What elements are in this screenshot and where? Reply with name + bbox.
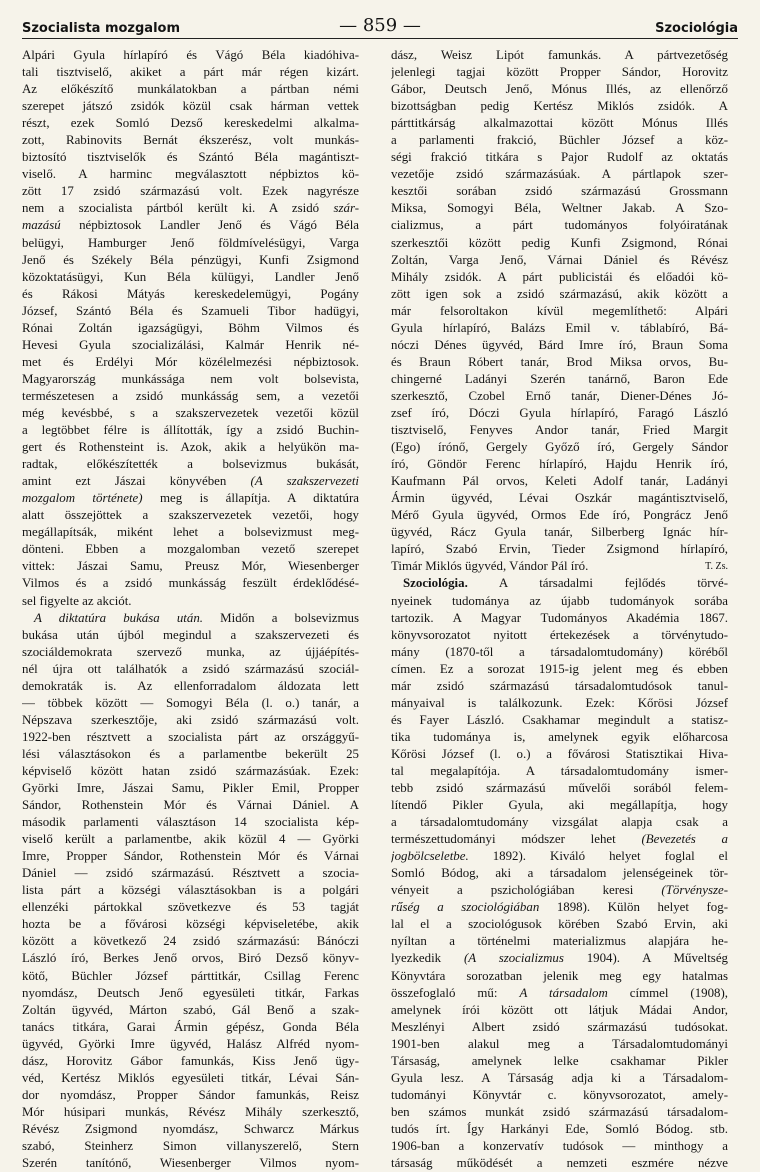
text-line bbox=[22, 303, 359, 320]
text-line bbox=[22, 405, 359, 422]
text-line bbox=[22, 1070, 359, 1087]
text-line bbox=[391, 286, 728, 303]
text-line bbox=[22, 746, 359, 763]
text-segment: képviselő között hatan zsidó származásúak. Ezek: bbox=[22, 763, 359, 778]
text-line bbox=[22, 149, 359, 166]
text-segment: Mihály zsidók. A párt publicistái és előadói kö- bbox=[391, 269, 728, 284]
text-line bbox=[22, 763, 359, 780]
text-line bbox=[391, 985, 728, 1002]
text-segment: még kevésbbé, s a szakszervezetek vezetői közül bbox=[22, 405, 359, 420]
text-line bbox=[391, 524, 728, 541]
section-title-left: Szocialista mozgalom bbox=[22, 21, 181, 36]
text-segment: lapíró, Szabó Ervin, Tieder Zsigmond hírlapíró, bbox=[391, 542, 728, 557]
text-segment: sel figyelte az akciót. bbox=[22, 593, 132, 608]
text-segment: Alpári Gyula hírlapíró és Vágó Béla kiadóhiva- bbox=[22, 48, 359, 62]
text-segment: címmel (1908), bbox=[607, 985, 728, 1000]
text-line bbox=[391, 1070, 728, 1087]
text-line bbox=[22, 269, 359, 286]
text-segment: viselő. A harminc megválasztott népbiztos kö- bbox=[22, 167, 359, 182]
text-line bbox=[391, 490, 728, 507]
text-line bbox=[22, 950, 359, 967]
text-line bbox=[391, 98, 728, 115]
text-line bbox=[391, 899, 728, 916]
text-line bbox=[22, 64, 359, 81]
text-line bbox=[22, 610, 359, 627]
text-line bbox=[22, 729, 359, 746]
text-segment: tudományi Könyvtár c. könyvsorozatot, amely- bbox=[391, 1087, 728, 1102]
text-line bbox=[22, 235, 359, 252]
text-segment: László író, Berkes Jenő orvos, Biró Dezső könyv- bbox=[22, 951, 359, 966]
text-segment: címen. Ez a sorozat 1915-ig jelent meg és ebben bbox=[391, 661, 728, 676]
text-segment: ügyvéd, Györki Imre ügyvéd, Halász Alfréd nyom- bbox=[22, 1036, 359, 1051]
text-segment: — többek között — Somogyi Béla (l. o.) tanár, a bbox=[22, 695, 359, 710]
text-line bbox=[22, 1104, 359, 1121]
text-segment: dász, Horovitz Gábor famunkás, Kiss Jenő ügy- bbox=[22, 1053, 359, 1068]
text-line bbox=[22, 644, 359, 661]
text-segment: Timár Miklós ügyvéd, Vándor Pál író. bbox=[391, 559, 589, 574]
text-line bbox=[22, 115, 359, 132]
text-segment: szerkesztő, Czobel Ernő tanár, Diener-Dénes Jó- bbox=[391, 388, 728, 403]
text-segment: Hevesi Gyula szocializálási, Kalmár Henrik né- bbox=[22, 337, 359, 352]
text-line bbox=[22, 1036, 359, 1053]
text-segment: véd, Kertész Miklós egyesületi titkár, Lévai Sán- bbox=[22, 1070, 359, 1085]
text-segment: Az előkészítő munkálatokban a pártban némi bbox=[22, 82, 359, 97]
text-line bbox=[391, 64, 728, 81]
text-line bbox=[391, 695, 728, 712]
text-line bbox=[391, 439, 728, 456]
italic-segment: (A szocializmus bbox=[463, 951, 564, 966]
text-line bbox=[391, 354, 728, 371]
text-line bbox=[391, 610, 728, 627]
text-segment: zsef író, Dóczi Gyula hírlapíró, Faragó László bbox=[391, 405, 728, 420]
text-line bbox=[391, 132, 728, 149]
text-segment: Könyvtára sorozatban jelenik meg egy hatalmas bbox=[391, 968, 728, 983]
text-segment: vezetője zsidó származásúak. A pártlapok szer- bbox=[391, 167, 728, 182]
text-segment: Gyula hírlapíró, Balázs Emil v. táblabíró, Bá- bbox=[391, 320, 728, 335]
text-segment: tartozik. A Magyar Tudományos Akadémia 1867. bbox=[391, 610, 728, 625]
text-line bbox=[22, 1121, 359, 1138]
text-segment: A társadalmi fejlődés törvé- bbox=[467, 576, 728, 591]
text-segment: hozta be a fővárosi községi képviseletébe, akik bbox=[22, 917, 359, 932]
text-segment: tal megalapítója. A társadalomtudomány ismer- bbox=[391, 763, 728, 778]
text-segment: tali tisztviselő, akiket a párt már régen kizárt. bbox=[22, 65, 359, 80]
text-line bbox=[22, 865, 359, 882]
text-line bbox=[391, 183, 728, 200]
text-segment: radtak, előkészítették a bolsevizmus bukását, bbox=[22, 457, 359, 472]
text-segment: Vilmos és a zsidó munkásság feszült érdeklődésé- bbox=[22, 576, 359, 591]
text-line bbox=[22, 933, 359, 950]
text-segment: Imre, Propper Sándor, Rothenstein Mór és Várnai bbox=[22, 849, 359, 864]
text-segment: 1901-ben alakul meg a Társadalomtudományi bbox=[391, 1036, 728, 1051]
text-segment: 1904). A Műveltség bbox=[563, 951, 728, 966]
text-segment: alatt összejöttek a szakszervezetek vezetői, hogy bbox=[22, 508, 359, 523]
running-header bbox=[22, 14, 738, 39]
text-segment: 1906-ban a konzervatív tudósok — minthogy a bbox=[391, 1139, 728, 1153]
italic-segment: jogbölcseletbe. bbox=[391, 849, 469, 864]
text-segment: népbiztosok Landler Jenő és Vágó Béla bbox=[60, 218, 359, 233]
text-line bbox=[22, 968, 359, 985]
text-segment: lítendő Pikler Gyula, aki megállapítja, hogy bbox=[391, 798, 728, 813]
text-line bbox=[391, 950, 728, 967]
text-line bbox=[22, 1087, 359, 1104]
text-line bbox=[391, 797, 728, 814]
text-line bbox=[391, 1053, 728, 1070]
text-segment: amelynek írói között ott látjuk Mádai Andor, bbox=[391, 1002, 728, 1017]
text-line bbox=[391, 780, 728, 797]
text-line bbox=[391, 1121, 728, 1138]
italic-segment: A diktatúra bukása után. bbox=[34, 610, 204, 625]
text-line bbox=[391, 661, 728, 678]
text-line bbox=[22, 371, 359, 388]
text-line bbox=[22, 627, 359, 644]
text-line bbox=[22, 712, 359, 729]
text-segment: Zoltán, Varga Jenő, Várnai Dániel és Révész bbox=[391, 252, 728, 267]
text-line bbox=[391, 252, 728, 269]
italic-segment: (Törvénysze- bbox=[661, 883, 728, 898]
text-line bbox=[391, 575, 728, 592]
text-segment: Kőrösi József (l. o.) a fővárosi Statisztikai Hiva- bbox=[391, 746, 728, 761]
text-segment: társaság működését a nemzeti eszmére nézve bbox=[391, 1156, 728, 1171]
text-line bbox=[22, 1002, 359, 1019]
text-segment: meg is állapítja. A diktatúra bbox=[142, 491, 359, 506]
page-number: — 859 — bbox=[339, 15, 421, 36]
text-segment: részt, ezek Somló Dezső kereskedelmi alkalma- bbox=[22, 116, 359, 131]
text-line bbox=[22, 217, 359, 234]
text-line bbox=[391, 371, 728, 388]
text-segment: vittek: Jászai Samu, Preusz Mór, Wiesenberger bbox=[22, 559, 359, 574]
text-segment: ügyvéd, Rácz Gyula tanár, Silberberg Ignác hír- bbox=[391, 525, 728, 540]
text-line bbox=[22, 661, 359, 678]
text-segment: 1922-ben résztvett a szocialista párt az országgyű- bbox=[22, 729, 359, 744]
text-line bbox=[391, 558, 728, 575]
text-line bbox=[22, 439, 359, 456]
text-line bbox=[22, 252, 359, 269]
text-segment: szociáldemokrata szervező munka, az újjáépítés- bbox=[22, 644, 359, 659]
right-text-column bbox=[391, 47, 728, 1172]
text-line bbox=[22, 473, 359, 490]
text-segment: Ármin ügyvéd, Lévai Oszkár magántisztviselő, bbox=[391, 491, 728, 506]
text-line bbox=[22, 848, 359, 865]
text-line bbox=[391, 1002, 728, 1019]
text-segment: dász, Weisz Lipót famunkás. A pártvezetőség bbox=[391, 48, 728, 62]
text-segment: Gyula lesz. A Társaság adja ki a Társadalom- bbox=[391, 1070, 728, 1085]
text-line bbox=[22, 388, 359, 405]
text-line bbox=[22, 593, 359, 610]
text-line bbox=[22, 558, 359, 575]
text-segment: demokraták is. Az ellenforradalom áldozata lett bbox=[22, 678, 359, 693]
text-segment: és Braun Róbert tanár, Brod Miksa orvos, Bu- bbox=[391, 354, 728, 369]
text-line bbox=[22, 354, 359, 371]
text-segment: viselő került a parlamentbe, akik közül 4 — Györki bbox=[22, 832, 359, 847]
text-line bbox=[391, 882, 728, 899]
text-line bbox=[391, 644, 728, 661]
text-line bbox=[391, 627, 728, 644]
text-segment: Népszava szerkesztője, aki zsidó származású volt. bbox=[22, 712, 359, 727]
text-segment: nél újra ott találhatók a zsidó származású szociál- bbox=[22, 661, 359, 676]
text-segment: Miksa, Somogyi Béla, Weltner Jakab. A Szo- bbox=[391, 201, 728, 216]
text-segment: dönteni. Ebben a mozgalomban vezető szerepet bbox=[22, 542, 359, 557]
text-line bbox=[22, 47, 359, 64]
text-line bbox=[22, 456, 359, 473]
text-line bbox=[391, 1155, 728, 1172]
text-line bbox=[22, 831, 359, 848]
text-segment: második parlamenti választáson 14 szocialista kép- bbox=[22, 815, 359, 830]
text-segment: jelenlegi tagjai között Propper Sándor, Horovitz bbox=[391, 65, 728, 80]
text-segment: és Fayer László. Csakhamar megindult a statisz- bbox=[391, 712, 728, 727]
text-line bbox=[391, 422, 728, 439]
text-line bbox=[391, 115, 728, 132]
text-segment: Györki Imre, Jászai Samu, Pikler Emil, Propper bbox=[22, 781, 359, 796]
text-segment: tudós írt. Így Harkányi Ede, Somló Bódog. stb. bbox=[391, 1121, 728, 1136]
text-segment: dor nyomdász, Propper Sándor famunkás, Reisz bbox=[22, 1087, 359, 1102]
italic-segment: szár- bbox=[333, 201, 359, 216]
author-signature: T. Zs. bbox=[705, 561, 728, 573]
text-segment: tanács titkára, Garai Ármin gépész, Gonda Béla bbox=[22, 1019, 359, 1034]
text-segment: párttitkárság alkalmazottai között Mónus Illés bbox=[391, 116, 728, 131]
text-segment: Midőn a bolsevizmus bbox=[203, 610, 359, 625]
text-segment: bizottságban pedig Kertész Miklós zsidók. A bbox=[391, 99, 728, 114]
italic-segment: (Bevezetés a bbox=[641, 832, 728, 847]
text-line bbox=[22, 575, 359, 592]
text-segment: szabó, Steinherz Simon villanyszerelő, Stern bbox=[22, 1139, 359, 1153]
text-segment: ben számos munkát zsidó származású társadalom- bbox=[391, 1104, 728, 1119]
text-segment: Szerén tanítónő, Wiesenberger Vilmos nyom- bbox=[22, 1156, 359, 1171]
text-line bbox=[391, 831, 728, 848]
text-line bbox=[22, 422, 359, 439]
italic-segment: A társadalom bbox=[519, 985, 608, 1000]
text-segment: Sándor, Rothenstein Mór és Várnai Dániel. A bbox=[22, 798, 359, 813]
text-segment: Társaság, amelynek lelke csakhamar Pikler bbox=[391, 1053, 728, 1068]
text-segment: cializmus, a párt tudományos folyóiratának bbox=[391, 218, 728, 233]
text-line bbox=[391, 405, 728, 422]
text-segment: Kaufmann Pál orvos, Keleti Adolf tanár, Ladányi bbox=[391, 474, 728, 489]
text-line bbox=[391, 81, 728, 98]
text-segment: ellenzéki pártokkal szövetkezve és 53 tagját bbox=[22, 900, 359, 915]
text-segment: belügyi, Hamburger Jenő földmívelésügyi, Varga bbox=[22, 235, 359, 250]
text-line bbox=[391, 388, 728, 405]
text-segment: összefoglaló mű: bbox=[391, 985, 520, 1000]
italic-segment: rűség a szociológiában bbox=[391, 900, 540, 915]
text-segment: Mérő Gyula ügyvéd, Ormos Ede író, Pongrácz Jenő bbox=[391, 508, 728, 523]
text-line bbox=[22, 1138, 359, 1155]
text-line bbox=[22, 81, 359, 98]
text-line bbox=[22, 780, 359, 797]
bold-headword: Szociológia. bbox=[403, 576, 468, 591]
text-line bbox=[391, 1019, 728, 1036]
text-segment: met és Erdélyi Mór közélelmezési népbiztosok. bbox=[22, 354, 359, 369]
text-segment: Magyarország munkássága nem volt bolsevista, bbox=[22, 371, 359, 386]
text-segment: kötő, Büchler József párttitkár, Csillag Ferenc bbox=[22, 968, 359, 983]
text-line bbox=[22, 98, 359, 115]
text-segment: (Ego) írónő, Gergely Győző író, Gergely Sándor bbox=[391, 440, 728, 455]
text-segment: szerepet játszó zsidók közül csak hárman vettek bbox=[22, 99, 359, 114]
text-segment: nyeinek tudománya az újabb tudományok sorába bbox=[391, 593, 728, 608]
text-segment: már felsoroltakon kívül megemlíthető: Alpári bbox=[391, 303, 728, 318]
text-segment: megállapítsák, miként lehet a bolsevizmust meg- bbox=[22, 525, 359, 540]
text-line bbox=[391, 149, 728, 166]
left-text-column bbox=[22, 47, 359, 1172]
italic-segment: mazású bbox=[22, 218, 61, 233]
section-title-right: Szociológia bbox=[655, 21, 738, 36]
text-line bbox=[391, 1138, 728, 1155]
text-line bbox=[22, 899, 359, 916]
text-segment: a társadalomtudomány vizsgálat alapja csak a bbox=[391, 815, 728, 830]
text-segment: tisztviselő, Fenyves Andor tanár, Fried Margit bbox=[391, 423, 728, 438]
text-segment: Rónai Zoltán igazságügyi, Böhm Vilmos és bbox=[22, 320, 359, 335]
text-segment: könyvsorozatot nyitott értekezések a törvénytudo- bbox=[391, 627, 728, 642]
text-line bbox=[391, 473, 728, 490]
text-line bbox=[22, 524, 359, 541]
text-segment: 1892). Kiváló helyet foglal el bbox=[468, 849, 728, 864]
text-segment: tebb zsidó származású művelői sorából felem- bbox=[391, 781, 728, 796]
text-line bbox=[22, 1053, 359, 1070]
text-line bbox=[22, 166, 359, 183]
text-segment: biztosító tisztviselők és Szántó Béla magántiszt- bbox=[22, 150, 359, 165]
text-segment: bukása után újból megindul a szakszervezeti és bbox=[22, 627, 359, 642]
text-segment: természettudományi módszer lehet bbox=[391, 832, 642, 847]
text-segment: közoktatásügyi, Kun Béla külügyi, Landler Jenő bbox=[22, 269, 359, 284]
text-line bbox=[391, 848, 728, 865]
text-line bbox=[22, 1155, 359, 1172]
text-segment: lal el a szociológusok körében Szabó Ervin, aki bbox=[391, 917, 728, 932]
text-segment: nyíltan a történelmi materializmus alapjára he- bbox=[391, 934, 728, 949]
text-line bbox=[391, 166, 728, 183]
text-segment: amint ezt Jászai könyvében bbox=[22, 474, 251, 489]
text-line bbox=[391, 320, 728, 337]
text-segment: lyezkedik bbox=[391, 951, 464, 966]
text-line bbox=[391, 337, 728, 354]
italic-segment: (A szakszervezeti bbox=[250, 474, 359, 489]
text-segment: lista párt a községi választásokban is a polgári bbox=[22, 883, 359, 898]
text-line bbox=[22, 1019, 359, 1036]
text-line bbox=[391, 235, 728, 252]
text-line bbox=[391, 593, 728, 610]
text-line bbox=[391, 1087, 728, 1104]
text-line bbox=[391, 763, 728, 780]
text-line bbox=[391, 217, 728, 234]
text-line bbox=[391, 303, 728, 320]
text-line bbox=[22, 814, 359, 831]
text-segment: a parlamenti frakció, Büchler József a köz- bbox=[391, 133, 728, 148]
text-segment: mány (1870-től a társadalomtudomány) köréből bbox=[391, 644, 728, 659]
text-line bbox=[22, 320, 359, 337]
text-line bbox=[22, 695, 359, 712]
text-line bbox=[391, 729, 728, 746]
text-line bbox=[22, 916, 359, 933]
text-segment: Dániel — zsidó származású. Résztvett a szocia- bbox=[22, 866, 359, 881]
text-line bbox=[391, 269, 728, 286]
text-line bbox=[22, 678, 359, 695]
text-line bbox=[22, 797, 359, 814]
text-segment: nem a szocialista pártból került ki. A zsidó bbox=[22, 201, 334, 216]
text-line bbox=[22, 200, 359, 217]
text-line bbox=[22, 507, 359, 524]
text-segment: már zsidó származású társadalomtudósok tanul- bbox=[391, 678, 728, 693]
text-line bbox=[391, 1104, 728, 1121]
text-line bbox=[22, 337, 359, 354]
text-segment: nóczi Dénes ügyvéd, Bárd Imre író, Braun Soma bbox=[391, 337, 728, 352]
text-line bbox=[22, 132, 359, 149]
text-segment: író, Göndör Ferenc hírlapíró, Hajdu Henrik író, bbox=[391, 457, 728, 472]
text-segment: Révész Zsigmond nyomdász, Schwarcz Márkus bbox=[22, 1121, 359, 1136]
text-line bbox=[22, 490, 359, 507]
text-segment: tika tudománya is, amelynek egyik előharcosa bbox=[391, 729, 728, 744]
text-segment: vényeit a pszichológiában keresi bbox=[391, 883, 662, 898]
text-line bbox=[22, 541, 359, 558]
text-segment: a legtöbbet félre is állították, így a zsidó Buchin- bbox=[22, 423, 359, 438]
text-segment: Somló Bódog, aki a társadalom jelenségeinek tör- bbox=[391, 866, 728, 881]
text-segment: között a következő 24 zsidó származású: Bánóczi bbox=[22, 934, 359, 949]
text-segment: és Rákosi Mátyás kereskedelemügyi, Pogány bbox=[22, 286, 359, 301]
text-segment: József, Szántó Béla és Szamueli Tibor hadügyi, bbox=[22, 303, 359, 318]
text-segment: Zoltán ügyvéd, Márton szabó, Gál Benő a szak- bbox=[22, 1002, 359, 1017]
text-line bbox=[391, 678, 728, 695]
text-segment: zött igen sok a zsidó származású, akik között a bbox=[391, 286, 728, 301]
text-line bbox=[391, 865, 728, 882]
text-line bbox=[391, 1036, 728, 1053]
text-segment: Jenő és Székely Béla pénzügyi, Kunfi Zsigmond bbox=[22, 252, 359, 267]
text-line bbox=[391, 746, 728, 763]
text-segment: Gábor, Deutsch Jenő, Mónus Illés, az ellenőrző bbox=[391, 82, 728, 97]
text-line bbox=[22, 985, 359, 1002]
text-line bbox=[22, 286, 359, 303]
text-line bbox=[391, 968, 728, 985]
italic-segment: mozgalom története) bbox=[22, 491, 143, 506]
text-line bbox=[391, 47, 728, 64]
text-segment: mányaival is találkozunk. Ezek: Kőrösi József bbox=[391, 695, 728, 710]
text-segment: nyomdász, Deutsch Jenő egyesületi titkár, Farkas bbox=[22, 985, 359, 1000]
text-segment: lési választásokon és a parlamentbe bekerült 25 bbox=[22, 746, 359, 761]
text-segment: ségi frakció titkára s Pajor Rudolf az oktatás bbox=[391, 150, 728, 165]
text-line bbox=[22, 183, 359, 200]
text-segment: gert és Rothensteint is. Azok, akik a helyükön ma- bbox=[22, 440, 359, 455]
text-segment: zött 17 zsidó származású volt. Ezek nagyrésze bbox=[22, 184, 359, 199]
text-segment: chingerné Ladányi Szerén tanárnő, Baron Ede bbox=[391, 371, 728, 386]
text-segment: Meszlényi Albert zsidó származású tudósokat. bbox=[391, 1019, 728, 1034]
text-segment: zott, Rabinovits Bernát ékszerész, volt munkás- bbox=[22, 133, 359, 148]
text-segment: kesztői sorában zsidó származású Grossmann bbox=[391, 184, 728, 199]
text-line bbox=[391, 916, 728, 933]
text-line bbox=[391, 456, 728, 473]
text-segment: szerkesztői között pedig Kunfi Zsigmond, Rónai bbox=[391, 235, 728, 250]
text-segment: 1898). Külön helyet fog- bbox=[539, 900, 728, 915]
text-line bbox=[391, 507, 728, 524]
text-line bbox=[391, 712, 728, 729]
text-line bbox=[391, 200, 728, 217]
text-line bbox=[391, 814, 728, 831]
text-line bbox=[391, 541, 728, 558]
text-segment: Mór húsipari munkás, Révész Mihály szerkesztő, bbox=[22, 1104, 359, 1119]
text-line bbox=[391, 933, 728, 950]
text-segment: természetesen a zsidó munkásság sem, a vezetői bbox=[22, 388, 359, 403]
text-line bbox=[22, 882, 359, 899]
